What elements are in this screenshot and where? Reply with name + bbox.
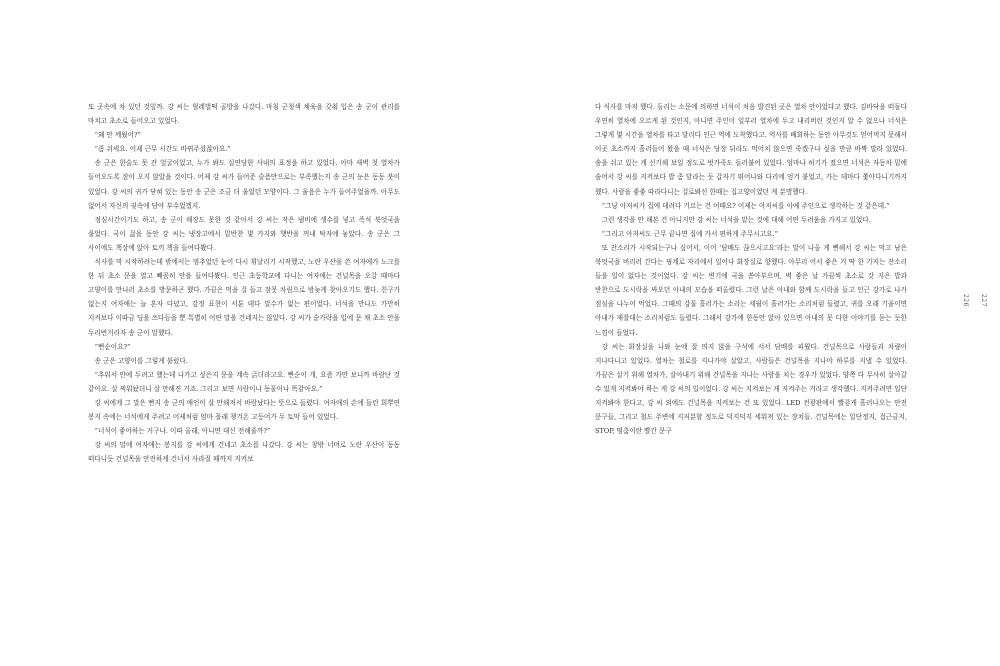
paragraph: 식사를 막 시작하려는데 밖에서는 멈추었던 눈이 다시 휘날리기 시작했고, 노란 우산을 쓴 여자애가 노크를 한 뒤 초소 문을 열고 빼꼼히 안을 들여다봤다. 인근 초등학교에 다니는 여자애는 건널목을 오갈 때마다 고양이를 만나러 초소를 방문하곤 했다. 가끔은 먹을 걸 들고 잠못 차림으로 밤늦게 찾아오기도 했다. 친구가 없는지 여자애는 늘 혼자 다녔고, 감정 표현이 서툰 데다 말수가 없는 편이었다. 너석을 만나도 가만히 지켜보다 이따금 딩을 쓰다듬을 뿐 특별히 어떤 말을 건네지는 않았다. 강 씨가 숟가락을 입에 문 채 초소 안을 두리번거리자 송 군이 말했다. — [88, 258, 400, 337]
paragraph: “좀 쉬세요. 어제 근무 시간도 바뀌주셨잖아요.” — [94, 145, 231, 154]
paragraph: 강 씨는 화장실을 나와 눈에 잘 띄지 않을 구석에 서서 담배를 피웠다. 건널목으로 사람들과 차량이 지나다니고 있었다. 열차는 철로를 지나가야 살았고, 사람들은 건널목을 지나야 하루를 지낼 수 있었다. 가끔은 살기 위해 열차가, 살아내기 위해 건널목을 지나는 사람을 치는 경우가 있었다. 양쪽 다 무사히 살아갈 수 있게 지켜봐야 하는 게 강 씨의 일이었다. 강 씨는 지켜보는 게 지켜주는 거라고 생각했다. 지켜주려면 일단 지켜봐야 한다고, 강 씨 외에도 건널목을 지켜보는 건 또 있었다. LED 전광판에서 빨갛게 흘러나오는 안전 문구들, 그리고 철도 주변에 지저분할 정도로 덕지덕지 세워져 있는 장치들. 건널목에는 일단정지, 접근금지, STOP, 멈춤이란 빨간 문구 — [595, 342, 907, 436]
paragraph: 그런 생각을 안 해본 건 아니지만 강 씨는 너석을 맡는 것에 대해 어떤 두려움을 가지고 있었다. — [601, 215, 871, 224]
paragraph: “그리고 아저씨도 근무 끝나면 집에 가서 편하게 주무시고요.” — [601, 229, 778, 238]
paragraph: “뻔순이요?” — [94, 342, 131, 351]
paragraph: “왜 안 깨웠어?” — [94, 131, 141, 140]
right-page — [595, 100, 907, 438]
paragraph: 또 잔소리가 시작되는구나 싶어서, 이어 ‘담배도 끊으시고요’라는 말이 나올 게 뻔해서 강 씨는 먹고 남은 북엇국을 버리러 간다는 핑계로 자리에서 일어나 화장실로 향했다. 아무리 어서 좋은 거 딱 한 가지는 잔소리 들을 일이 없다는 것이었다. 강 씨는 변기에 국을 쏟아부으며, 벽 좋은 날 가끔씩 초소로 갓 지은 밥과 반찬으로 도시락을 싸오던 아내의 모습을 떠올렸다. 그런 날은 아내와 함께 도시락을 들고 인근 강가로 나가 점심을 나누어 먹었다. 그때의 강물 흘러가는 소리는 세월이 흘러가는 소리처럼 들렸고, 귀를 오래 기울이면 아내가 재잘대는 소리처럼도 들렸다. 그래서 강가에 한동안 앉아 있으면 아내의 못 다한 이야기를 듣는 듯한 느낌이 들었다. — [595, 243, 907, 337]
paragraph: 점심시간이기도 하고, 송 군이 해장도 못한 것 같아서 강 씨는 작은 냄비에 생수를 넣고 즉석 북엇국을 풀었다. 국이 끓을 동안 강 씨는 냉장고에서 밑반찬 몇 가지와 햇반을 꺼내 탁자에 놓았다. 송 군은 그 사이에도 책상에 앉아 토끼 책을 들여다봤다. — [88, 215, 400, 252]
paragraph: 또 곳속에 차 있던 것일까. 강 씨는 혈레벌떡 골방을 나갔다. 마침 군청색 체육을 갖춰 입은 송 군이 관리를 마치고 초소로 들어오고 있었다. — [88, 103, 400, 126]
paragraph: “너석이 좋아하는 거구나. 이따 올래, 아니면 대신 전해줄까?” — [94, 427, 271, 436]
paragraph: 다 식사를 마저 했다. 들리는 소문에 의하면 너석이 처음 발견된 곳은 열차 안이었다고 했다. 김바닥을 떠돌다 우연히 열차에 오르게 된 것인지, 아니면 주인이 일부러 열차에 두고 내리버린 것인지 알 수 없으나 너석은 그렇게 몇 시간을 열차를 타고 달리다 인근 역에 도착했다고. 역사를 배회하는 동안 아무것도 얻어먹지 못해서 이곳 초소까지 흘러들어 왔을 때 너석은 당장 뒤라도 먹어치 않으면 죽겠구나 싶을 만큼 바짝 말라 있었다. 솜을 쉬고 있는 게 신기해 보일 정도로 벗가죽도 들러붙어 있었다. 엄마나 허기가 졌으면 너석은 자동차 밑에 숨어서 강 씨를 지켜보다 밥 좀 달라는 듯 갑자기 뛰어나와 다리에 엉겨 붙었고, 가는 데마다 쫓아다니기까지 했다. 사람을 좋좋 따라다니는 걸로봐선 한때는 집고양이였던 게 분명했다. — [595, 103, 907, 196]
paragraph: 송 군은 한술도 못 잔 얼굴이었고, 누가 봐도 실연당한 사내의 표정을 하고 있었다. 아마 새벽 첫 열차가 들어오도록 잠이 오지 않았을 것이다. 어제 강 씨가 들어준 슬픔만으로는 부족했는지 송 군의 눈은 동동 붓이 있었다. 강 씨의 귀가 닫혀 있는 동안 송 군은 조금 더 울었던 모양이다. 그 울음은 누가 들어주었을까. 아무도 없어서 자신의 귓속에 담아 부수었겠지. — [88, 159, 400, 210]
page-number-right: 227 — [980, 294, 987, 307]
left-page — [88, 100, 400, 466]
paragraph: “그냥 아저씨가 집에 데려다 기르는 건 어때요? 이제는 아저씨를 아예 주인으로 생각하는 것 같은데.” — [601, 201, 890, 210]
paragraph: 강 씨의 말에 여자애는 봉지를 강 씨에게 건네고 초소를 나갔다. 강 씨는 창밖 너머로 노란 우산이 동동 떠다니듯 건널목을 안전하게 건너서 사라질 때까지 지켜보 — [88, 441, 400, 464]
paragraph: 강 씨에게 그 말은 뻔지 송 군의 애인이 살 만해져서 바람났다는 뜻으로 들렸다. 여자애의 손에 들린 희뿌연 봉지 속에는 너석에게 주려고 어제처럼 엄마 몰래 챙겨온 고등어가 두 토막 들어 있었다. — [88, 398, 400, 422]
page-number-left: 226 — [962, 294, 969, 307]
paragraph: 송 군은 고양이를 그렇게 불렀다. — [94, 356, 188, 365]
paragraph: “추워서 안에 두려고 했는데 나가고 싶은지 문을 계속 긁더라고요. 뻔순이 개, 요즘 가만 보니까 바람난 것 같아요. 살 찌워놨더니 살 만해진 거죠. 그리고 보면 사람이나 동물이나 똑같아요.” — [88, 370, 400, 393]
